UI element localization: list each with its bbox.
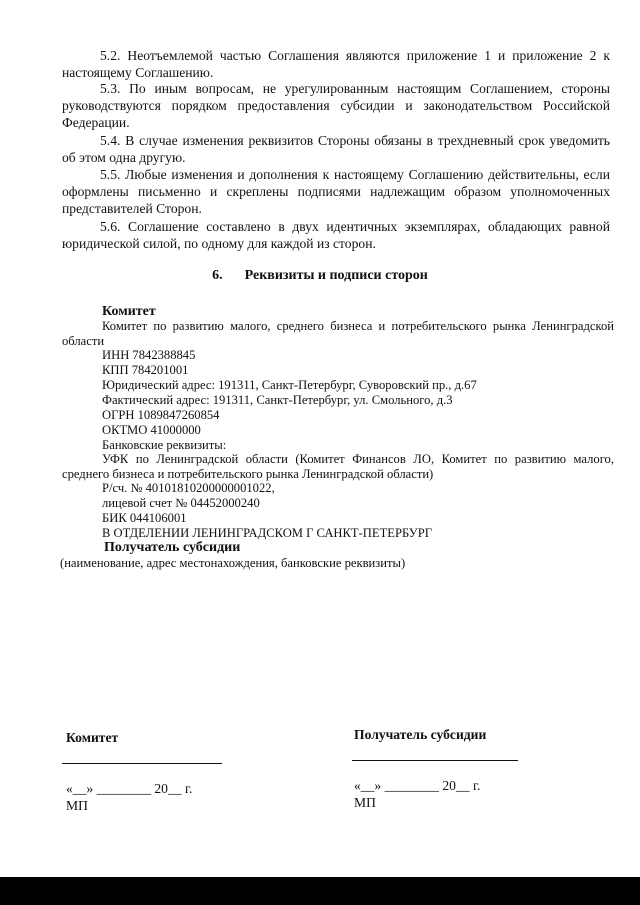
clause-text: В случае изменения реквизитов Стороны обязаны в трехдневный срок уведомить об этом одна другую.: [62, 133, 610, 165]
clause-number: 5.6.: [100, 219, 121, 234]
clause-number: 5.4.: [100, 133, 121, 148]
committee-ufk: УФК по Ленинградской области (Комитет Финансов ЛО, Комитет по развитию малого, среднего бизнеса и потребительского рынка Ленинградской области): [62, 452, 614, 481]
committee-actual-address: Фактический адрес: 191311, Санкт-Петербург, ул. Смольного, д.3: [102, 393, 453, 407]
section-number: 6.: [212, 268, 223, 283]
signature-line-committee: [62, 763, 222, 764]
clause-text: По иным вопросам, не урегулированным настоящим Соглашением, стороны руководствуются порядком предоставления субсидии и законодательством Российской Федерации.: [62, 81, 610, 130]
committee-oktmo: ОКТМО 41000000: [102, 423, 201, 437]
clause-number: 5.5.: [100, 167, 121, 182]
committee-bank-branch: В ОТДЕЛЕНИИ ЛЕНИНГРАДСКОМ Г САНКТ-ПЕТЕРБУРГ: [102, 526, 432, 540]
signature-label-recipient: Получатель субсидии: [354, 727, 487, 742]
section-title: Реквизиты и подписи сторон: [244, 268, 428, 283]
stamp-place-recipient: МП: [354, 795, 376, 810]
bank-details-label: Банковские реквизиты:: [102, 438, 227, 452]
clause-number: 5.3.: [100, 81, 121, 96]
date-line-recipient: «__» ________ 20__ г.: [354, 778, 481, 793]
recipient-heading: Получатель субсидии: [104, 540, 241, 555]
clause-text: Соглашение составлено в двух идентичных экземплярах, обладающих равной юридической силой, по одному для каждой из сторон.: [62, 219, 610, 251]
stamp-place-committee: МП: [66, 798, 88, 813]
requisites-block: [62, 0, 618, 905]
committee-bik: БИК 044106001: [102, 511, 187, 525]
committee-account: Р/сч. № 40101810200000001022,: [102, 481, 275, 495]
committee-legal-address: Юридический адрес: 191311, Санкт-Петербург, Суворовский пр., д.67: [102, 378, 477, 392]
scan-edge-bar: [0, 877, 640, 905]
committee-name: Комитет по развитию малого, среднего бизнеса и потребительского рынка Ленинградской области: [62, 319, 614, 348]
committee-kpp: КПП 784201001: [102, 363, 189, 377]
committee-inn: ИНН 7842388845: [102, 348, 196, 362]
signature-label-committee: Комитет: [66, 730, 119, 745]
date-line-committee: «__» ________ 20__ г.: [66, 781, 193, 796]
committee-ogrn: ОГРН 1089847260854: [102, 408, 220, 422]
recipient-note: (наименование, адрес местонахождения, банковские реквизиты): [60, 556, 406, 570]
committee-heading: Комитет: [102, 304, 156, 319]
clause-text: Неотъемлемой частью Соглашения являются приложение 1 и приложение 2 к настоящему Соглашению.: [62, 48, 610, 80]
clause-number: 5.2.: [100, 48, 121, 63]
committee-personal-account: лицевой счет № 04452000240: [102, 496, 260, 510]
signature-line-recipient: [352, 760, 518, 761]
clause-text: Любые изменения и дополнения к настоящему Соглашению действительны, если оформлены письменно и скреплены подписями надлежащим образом уполномоченных представителей Сторон.: [62, 167, 610, 216]
